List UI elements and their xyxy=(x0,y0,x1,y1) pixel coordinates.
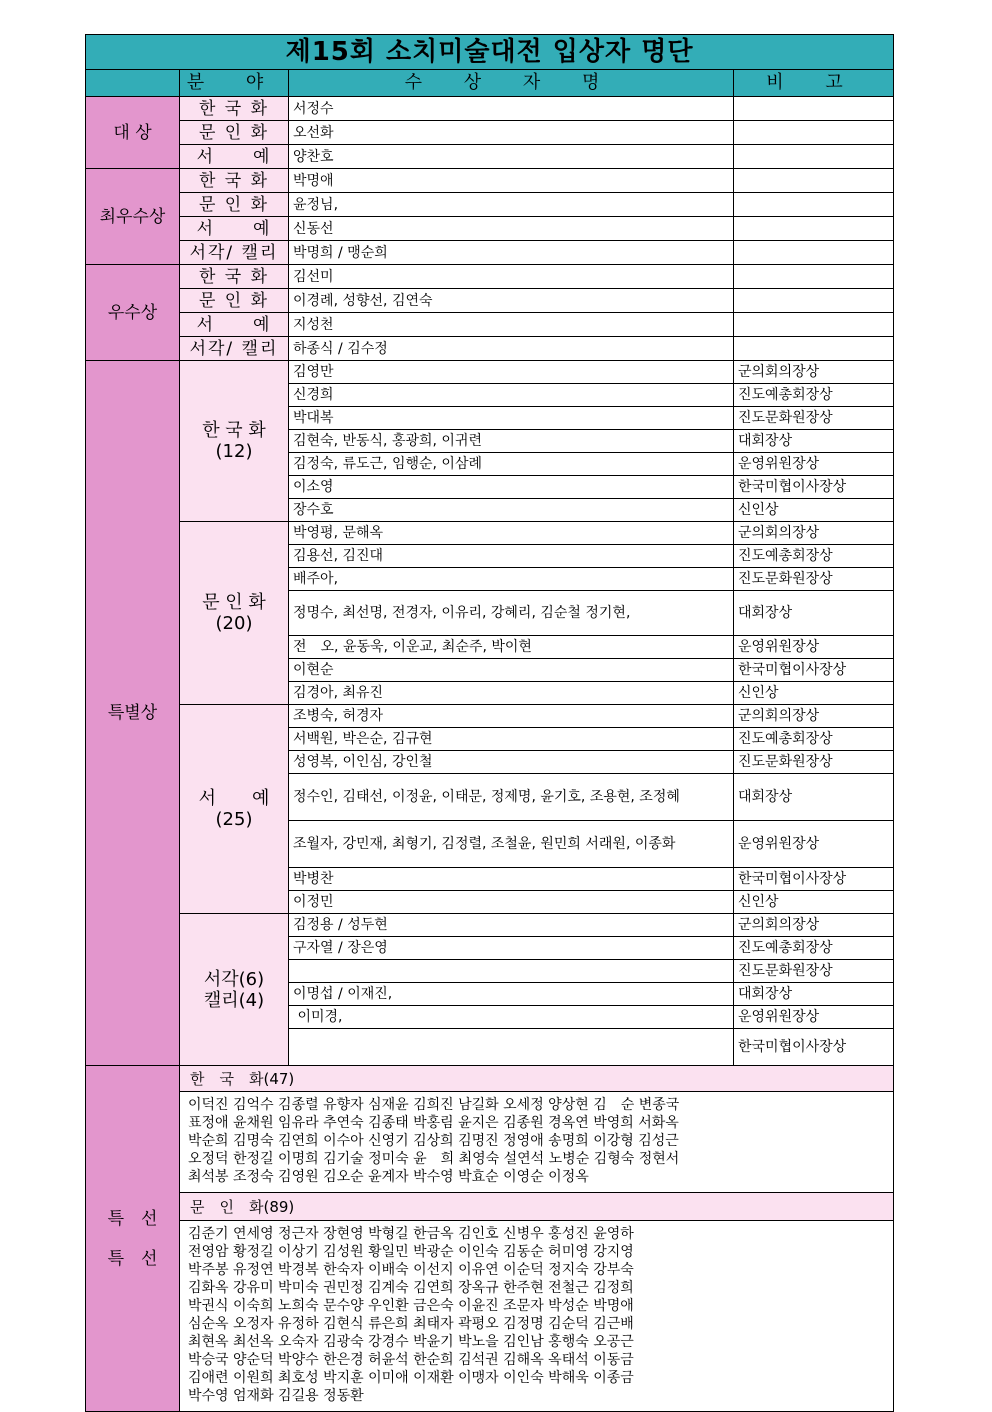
note-cell: 진도예총회장상 xyxy=(734,728,894,751)
note-cell: 한국미협이사장상 xyxy=(734,659,894,682)
note-cell xyxy=(734,193,894,217)
note-cell: 한국미협이사장상 xyxy=(734,868,894,891)
winner-cell: 박대복 xyxy=(289,407,734,430)
winner-cell: 구자열 / 장은영 xyxy=(289,937,734,960)
field-cell: 한 국 화 xyxy=(180,169,289,193)
name-line: 이덕진 김억수 김종렬 유향자 심재윤 김희진 남길화 오세정 양상현 김 순 변종국 xyxy=(188,1097,680,1113)
field-cell: 문 인 화 xyxy=(180,289,289,313)
field-cell: 서각/ 캘리 xyxy=(180,337,289,361)
name-line: 박순희 김명숙 김연희 이수아 신영기 김상희 김명진 정영애 송명희 이강형 김성근 xyxy=(188,1133,679,1149)
field-name: 서 예 xyxy=(198,788,270,809)
winner-cell: 이명섭 / 이재진, xyxy=(289,983,734,1006)
winner-cell: 이정민 xyxy=(289,891,734,914)
note-cell xyxy=(734,145,894,169)
name-line: 김화옥 강유미 박미숙 권민정 김계숙 김연희 장옥규 한주현 전철근 김정희 xyxy=(188,1280,634,1296)
special-field-calligraphy xyxy=(180,705,289,914)
field-cell: 한 국 화 xyxy=(180,97,289,121)
winner-cell: 김경아, 최유진 xyxy=(289,682,734,705)
special-field-korean xyxy=(180,361,289,522)
winners-table xyxy=(85,34,894,1412)
award-sheet xyxy=(85,34,893,1412)
page-title: 제15회 소치미술대전 입상자 명단 xyxy=(86,35,894,70)
note-cell xyxy=(734,241,894,265)
field-cell: 한 국 화 xyxy=(180,265,289,289)
name-line: 박권식 이숙희 노희숙 문수양 우인환 금은숙 이윤진 조문자 박성순 박명애 xyxy=(188,1298,634,1314)
note-cell: 신인상 xyxy=(734,499,894,522)
note-cell: 신인상 xyxy=(734,682,894,705)
winner-cell: 양찬호 xyxy=(289,145,734,169)
name-line: 김준기 연세영 정근자 장현영 박형길 한금옥 김인호 신병우 홍성진 윤영하 xyxy=(188,1226,634,1242)
field-count: (12) xyxy=(215,441,253,462)
winner-cell: 장수호 xyxy=(289,499,734,522)
winner-cell: 윤정님, xyxy=(289,193,734,217)
note-cell xyxy=(734,97,894,121)
winner-cell: 신동선 xyxy=(289,217,734,241)
name-line: 최석봉 조정숙 김영원 김오순 윤계자 박수영 박효순 이영순 이정옥 xyxy=(188,1169,589,1185)
note-cell: 군의회의장상 xyxy=(734,522,894,545)
field-count: 캘리(4) xyxy=(203,989,265,1011)
header-note: 비 고 xyxy=(734,70,894,97)
winner-cell: 이소영 xyxy=(289,476,734,499)
name-line: 오정덕 한정길 이명희 김기술 정미숙 윤 희 최영숙 설연석 노병순 김형숙 정현서 xyxy=(188,1151,680,1167)
winner-cell: 신경희 xyxy=(289,384,734,407)
name-line: 심순옥 오정자 유정하 김현식 류은희 최태자 곽평오 김정명 김순덕 김근배 xyxy=(188,1316,634,1332)
name-line: 김애련 이원희 최호성 박지훈 이미애 이재환 이맹자 이인숙 박해욱 이종금 xyxy=(188,1370,634,1386)
winner-cell: 조월자, 강민재, 최형기, 김정렬, 조철윤, 원민희 서래원, 이종화 xyxy=(289,821,734,868)
field-cell: 서각/ 캘리 xyxy=(180,241,289,265)
field-count: (20) xyxy=(215,613,253,634)
field-name: 서각(6) xyxy=(203,968,265,990)
name-line: 박주봉 유정연 박경복 한숙자 이배숙 이선지 이유연 이순덕 정지숙 강부숙 xyxy=(188,1262,634,1278)
note-cell: 진도예총회장상 xyxy=(734,384,894,407)
note-cell: 진도예총회장상 xyxy=(734,937,894,960)
selected-korean-header: 한 국 화(47) xyxy=(180,1066,894,1092)
winner-cell: 조병숙, 허경자 xyxy=(289,705,734,728)
category-excellent: 우수상 xyxy=(86,265,180,361)
category-top: 최우수상 xyxy=(86,169,180,265)
field-cell: 문 인 화 xyxy=(180,193,289,217)
note-cell: 한국미협이사장상 xyxy=(734,476,894,499)
note-cell: 진도문화원장상 xyxy=(734,568,894,591)
note-cell: 운영위원장상 xyxy=(734,453,894,476)
winner-cell: 박영평, 문해옥 xyxy=(289,522,734,545)
category-special: 특별상 xyxy=(86,361,180,1066)
category-selected xyxy=(86,1066,180,1412)
winner-cell xyxy=(289,960,734,983)
note-cell: 진도문화원장상 xyxy=(734,960,894,983)
note-cell: 운영위원장상 xyxy=(734,1006,894,1029)
note-cell: 대회장상 xyxy=(734,430,894,453)
name-line: 박승국 양순덕 박양수 한은경 허윤석 한순희 김석권 김해옥 옥태석 이동금 xyxy=(188,1352,634,1368)
winner-cell: 정명수, 최선명, 전경자, 이유리, 강혜리, 김순철 정기현, xyxy=(289,591,734,636)
winner-cell: 서백원, 박은순, 김규현 xyxy=(289,728,734,751)
name-line: 최현옥 최선옥 오숙자 김광숙 강경수 박윤기 박노을 김인남 홍행숙 오공근 xyxy=(188,1334,634,1350)
note-cell xyxy=(734,121,894,145)
note-cell: 한국미협이사장상 xyxy=(734,1029,894,1066)
note-cell: 대회장상 xyxy=(734,591,894,636)
note-cell: 진도예총회장상 xyxy=(734,545,894,568)
winner-cell xyxy=(289,1029,734,1066)
winner-cell: 김정용 / 성두현 xyxy=(289,914,734,937)
field-name: 한 국 화 xyxy=(202,420,266,441)
selected-label: 특 선 xyxy=(107,1248,158,1269)
winner-cell: 오선화 xyxy=(289,121,734,145)
special-field-literati xyxy=(180,522,289,705)
field-cell: 서 예 xyxy=(180,313,289,337)
note-cell xyxy=(734,337,894,361)
winner-cell: 박병찬 xyxy=(289,868,734,891)
note-cell: 신인상 xyxy=(734,891,894,914)
note-cell: 군의회의장상 xyxy=(734,361,894,384)
winner-cell: 전 오, 윤동욱, 이운교, 최순주, 박이현 xyxy=(289,636,734,659)
field-name: 문 인 화 xyxy=(202,592,266,613)
winner-cell: 김현숙, 반동식, 홍광희, 이귀련 xyxy=(289,430,734,453)
note-cell: 운영위원장상 xyxy=(734,636,894,659)
note-cell: 진도문화원장상 xyxy=(734,751,894,774)
field-cell: 서 예 xyxy=(180,217,289,241)
note-cell: 대회장상 xyxy=(734,774,894,821)
winner-cell: 성영복, 이인심, 강인철 xyxy=(289,751,734,774)
winner-cell: 박명애 xyxy=(289,169,734,193)
winner-cell: 김선미 xyxy=(289,265,734,289)
name-line: 전영암 황정길 이상기 김성원 황일민 박광순 이인숙 김동순 허미영 강지영 xyxy=(188,1244,634,1260)
winner-cell: 하종식 / 김수정 xyxy=(289,337,734,361)
note-cell xyxy=(734,313,894,337)
note-cell xyxy=(734,265,894,289)
selected-korean-list xyxy=(180,1092,894,1193)
winner-cell: 김용선, 김진대 xyxy=(289,545,734,568)
winner-cell: 김영만 xyxy=(289,361,734,384)
winner-cell: 이미경, xyxy=(289,1006,734,1029)
winner-cell: 이경례, 성향선, 김연숙 xyxy=(289,289,734,313)
note-cell: 군의회의장상 xyxy=(734,914,894,937)
winner-cell: 이현순 xyxy=(289,659,734,682)
note-cell: 운영위원장상 xyxy=(734,821,894,868)
field-cell: 문 인 화 xyxy=(180,121,289,145)
winner-cell: 박명희 / 맹순희 xyxy=(289,241,734,265)
header-winner: 수 상 자 명 xyxy=(289,70,734,97)
note-cell xyxy=(734,169,894,193)
note-cell: 진도문화원장상 xyxy=(734,407,894,430)
note-cell xyxy=(734,289,894,313)
header-blank xyxy=(86,70,180,97)
winner-cell: 정수인, 김태선, 이정윤, 이태문, 정제명, 윤기호, 조용현, 조정혜 xyxy=(289,774,734,821)
header-field: 분 야 xyxy=(180,70,289,97)
selected-literati-list xyxy=(180,1221,894,1412)
selected-label: 특 선 xyxy=(107,1208,158,1229)
field-cell: 서 예 xyxy=(180,145,289,169)
special-field-carving xyxy=(180,914,289,1066)
winner-cell: 서정수 xyxy=(289,97,734,121)
winner-cell: 배주아, xyxy=(289,568,734,591)
category-grand: 대 상 xyxy=(86,97,180,169)
name-line: 박수영 엄재화 김길용 정동환 xyxy=(188,1388,364,1404)
note-cell xyxy=(734,217,894,241)
name-line: 표정애 윤채원 임유라 추연숙 김종태 박홍림 윤지은 김종원 경옥연 박영희 서화옥 xyxy=(188,1115,679,1131)
note-cell: 대회장상 xyxy=(734,983,894,1006)
note-cell: 군의회의장상 xyxy=(734,705,894,728)
selected-literati-header: 문 인 화(89) xyxy=(180,1193,894,1221)
winner-cell: 지성천 xyxy=(289,313,734,337)
field-count: (25) xyxy=(215,809,253,830)
winner-cell: 김정숙, 류도근, 임행순, 이삼례 xyxy=(289,453,734,476)
